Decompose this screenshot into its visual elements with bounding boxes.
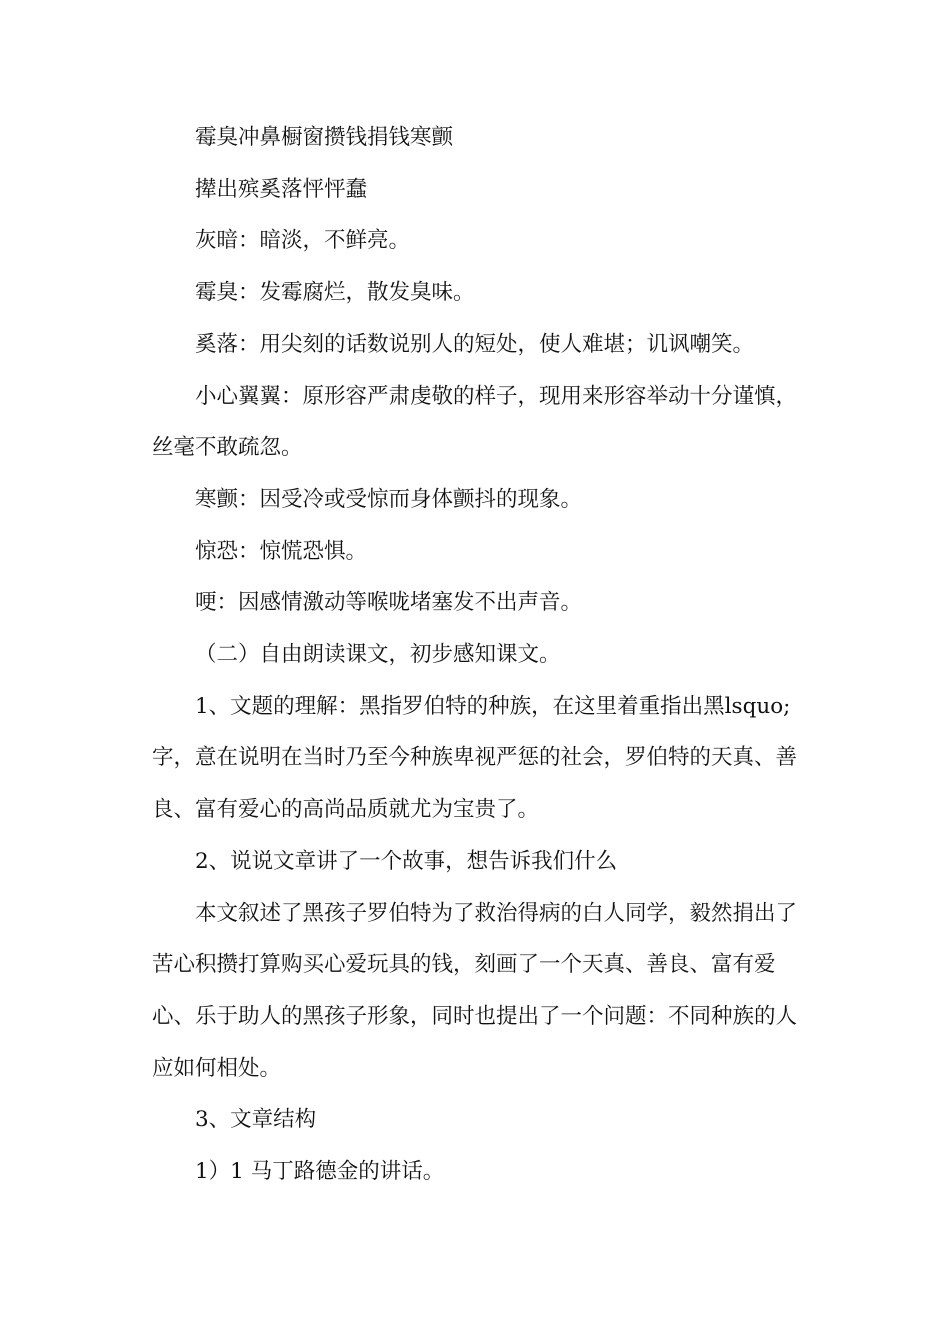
definition-huian: 灰暗：暗淡，不鲜亮。	[195, 228, 411, 254]
definition-hanchan: 寒颤：因受冷或受惊而身体颤抖的现象。	[195, 486, 583, 512]
document-body	[152, 112, 802, 1198]
definition-geng: 哽：因感情激动等喉咙堵塞发不出声音。	[195, 590, 583, 616]
summary-paragraph: 本文叙述了黑孩子罗伯特为了救治得病的白人同学，毅然捐出了苦心积攒打算购买心爱玩具的钱，刻画了一个天真、善良、富有爱心、乐于助人的黑孩子形象，同时也提出了一个问题：不同种族的人应如何相处。	[152, 900, 798, 1081]
definition-xiaoxinyiyi: 小心翼翼：原形容严肃虔敬的样子，现用来形容举动十分谨慎，丝毫不敢疏忽。	[152, 383, 798, 461]
point-title-understanding: 1、文题的理解：黑指罗伯特的种族，在这里着重指出黑lsquo;字，意在说明在当时乃至今种族卑视严惩的社会，罗伯特的天真、善良、富有爱心的高尚品质就尤为宝贵了。	[152, 693, 798, 823]
definition-jingkong: 惊恐：惊慌恐惧。	[195, 538, 368, 564]
section-heading-2: （二）自由朗读课文，初步感知课文。	[195, 642, 561, 668]
vocabulary-line-1: 霉臭冲鼻橱窗攒钱捐钱寒颤	[195, 125, 454, 150]
point-story-meaning: 2、说说文章讲了一个故事，想告诉我们什么	[195, 848, 618, 874]
vocabulary-line-2: 撵出殡奚落怦怦蠢	[195, 176, 368, 202]
point-structure: 3、文章结构	[195, 1107, 317, 1133]
definition-meichou: 霉臭：发霉腐烂，散发臭味。	[195, 280, 475, 306]
structure-item-1: 1）1 马丁路德金的讲话。	[195, 1159, 445, 1185]
definition-xiluo: 奚落：用尖刻的话数说别人的短处，使人难堪；讥讽嘲笑。	[195, 331, 755, 357]
